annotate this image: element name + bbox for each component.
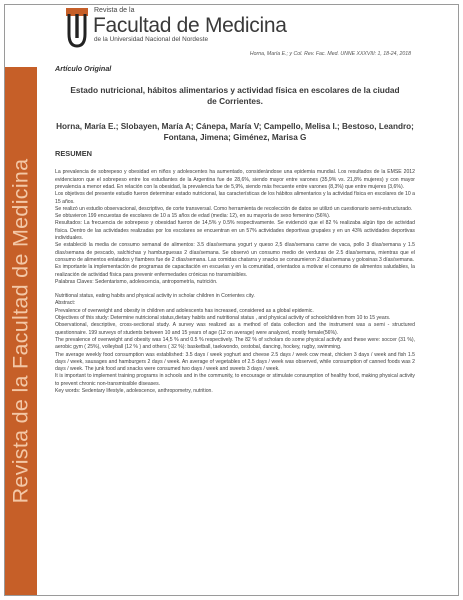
es-paragraph: Se obtuvieron 199 encuestas de escolares de 10 a 15 años de edad (media: 12), en su mayoría de sexo femenino (56%).	[55, 213, 331, 220]
journal-small-heading: Revista de la	[94, 7, 135, 14]
resumen-heading: RESUMEN	[55, 149, 92, 159]
es-paragraph: La prevalencia de sobrepeso y obesidad en niños y adolescentes ha aumentado, considerándose una epidemia mundial. Los resultados de la EMSE 2012 evidenciaron que el sobrepeso entre los estudiantes de la Argentina fue de 28,6%, siendo mayor entre varones (35,9% vs. 21,8% mujeres) y con mayor prevalencia a menor edad. En relación con la obesidad, la prevalencia fue de 5,9%, siendo más frecuente entre varones (8,3%) que entre mujeres (3,6%).	[55, 169, 415, 190]
es-paragraph: Se estableció la media de consumo semanal de alimentos: 3.5 días/semana yogurt y queso 2,5 días/semana carne de vaca, pollo 3 días/semana y 1.5 días/semana de pescado, salchichas y hamburguesas 2 días/semana. Se observó un consumo medio de verduras de 2.5 días/semana, mientras que el consumo de alimentos enlatados y fiambres fue de 2 días/semana. Las comidas chatarra y snacks se consumieron 2 días/semana y golosinas 3 días/semana.	[55, 242, 415, 263]
es-paragraph: Es importante la implementación de programas de capacitación en escuelas y en la comunidad, orientados a motivar el consumo de alimentos saludables, la realización de actividad física para prevenir enfermedades crónicas no transmisibles.	[55, 264, 415, 278]
es-paragraph: Los objetivos del presente estudio fueron determinar estado nutricional, las características de los hábitos alimentarios y la actividad física en escolares de 10 a 15 años.	[55, 191, 415, 205]
en-title: Nutritional status, eating habits and physical activity in scholar children in Corrientes city.	[55, 293, 255, 300]
en-abstract-label: Abstract:	[55, 300, 76, 307]
journal-subheading: de la Universidad Nacional del Nordeste	[94, 36, 209, 43]
spacer	[55, 286, 415, 293]
side-journal-title: Revista de la Facultad de Medicina	[8, 158, 33, 504]
journal-logo	[66, 8, 88, 48]
es-paragraph: Resultados: La frecuencia de sobrepeso y obesidad fueron de 14,5% y 0.5% respectivamente. Se evidenció que el 82 % realizaba algún tipo de actividad física. Dentro de las actividades realizadas por los escolares se encuentran en un 57% actividades deportivas grupales y en un 43% actividades deportivas individuales.	[55, 220, 415, 242]
section-label: Artículo Original	[55, 64, 112, 73]
article-authors: Horna, María E.; Slobayen, María A; Cánepa, María V; Campello, Melisa I.; Bestoso, Leandro; Fontana, Jimena; Giménez, Marisa G	[56, 122, 414, 143]
en-paragraph: Observational, descriptive, cross-sectional study. A survey was realized as a method of data collection and the instrument was a semi - structured questionnaire. 199 surveys of students between 10 and 15 years of age (12 on average) were analyzed, mostly female(56%).	[55, 322, 415, 336]
journal-name: Facultad de Medicina	[93, 14, 287, 37]
article-title: Estado nutricional, hábitos alimentarios y actividad física en escolares de la ciudad de Corrientes.	[70, 85, 400, 107]
es-keywords: Palabras Claves: Sedentarismo, adolescencia, antropometría, nutrición.	[55, 278, 218, 285]
en-paragraph: It is important to implement training programs in schools and in the community, to encourage or stimulate consumption of healthy food, making physical activity to prevent chronic non-transmissible diseases.	[55, 373, 415, 387]
en-keywords: Key words: Sedentary lifestyle, adolescence, anthropometry, nutrition.	[55, 388, 213, 395]
en-paragraph: The prevalence of overweight and obesity was 14,5 % and 0.5 % respectively. The 82 % of scholars do some physical activity and these were: soccer (31 %), aerobic gym ( 25%), volleyball (12 % ) and others ( 32 %): basketball, taekwondo, cestobal, dancing, hockey, rugby, swimming.	[55, 336, 415, 351]
en-paragraph: Objectives of this study: Determine nutricional status,dietary habits and nutritional status , and physical activity of schoolchildren from 10 to 15 years.	[55, 315, 391, 322]
citation: Horna, María E.; y Col. Rev. Fac. Med. UNNE XXXVIII: 1, 18-24, 2018	[249, 51, 411, 57]
side-band	[5, 67, 37, 595]
abstract-body	[55, 169, 415, 395]
en-paragraph: Prevalence of overweight and obesity in children and adolescents has increased, considered as a global epidemic.	[55, 307, 314, 314]
article-content	[55, 64, 415, 395]
es-paragraph: Se realizó un estudio observacional, descriptivo, de corte transversal. Como herramienta de recolección de datos se utilizó un cuestionario semi-estructurado.	[55, 205, 413, 212]
en-paragraph: The average weekly food consumption was established: 3.5 days / week yoghurt and cheese 2.5 days / week cow meat, chicken 3 days / week and fish 1.5 days / week, sausages and hamburgers 2 days / week. An average of vegetables of 2.5 days / week was observed, while consumption of canned foods was 2 days / week. The junk food and snacks were consumed two days / week and sweets 3 days / week.	[55, 351, 415, 373]
